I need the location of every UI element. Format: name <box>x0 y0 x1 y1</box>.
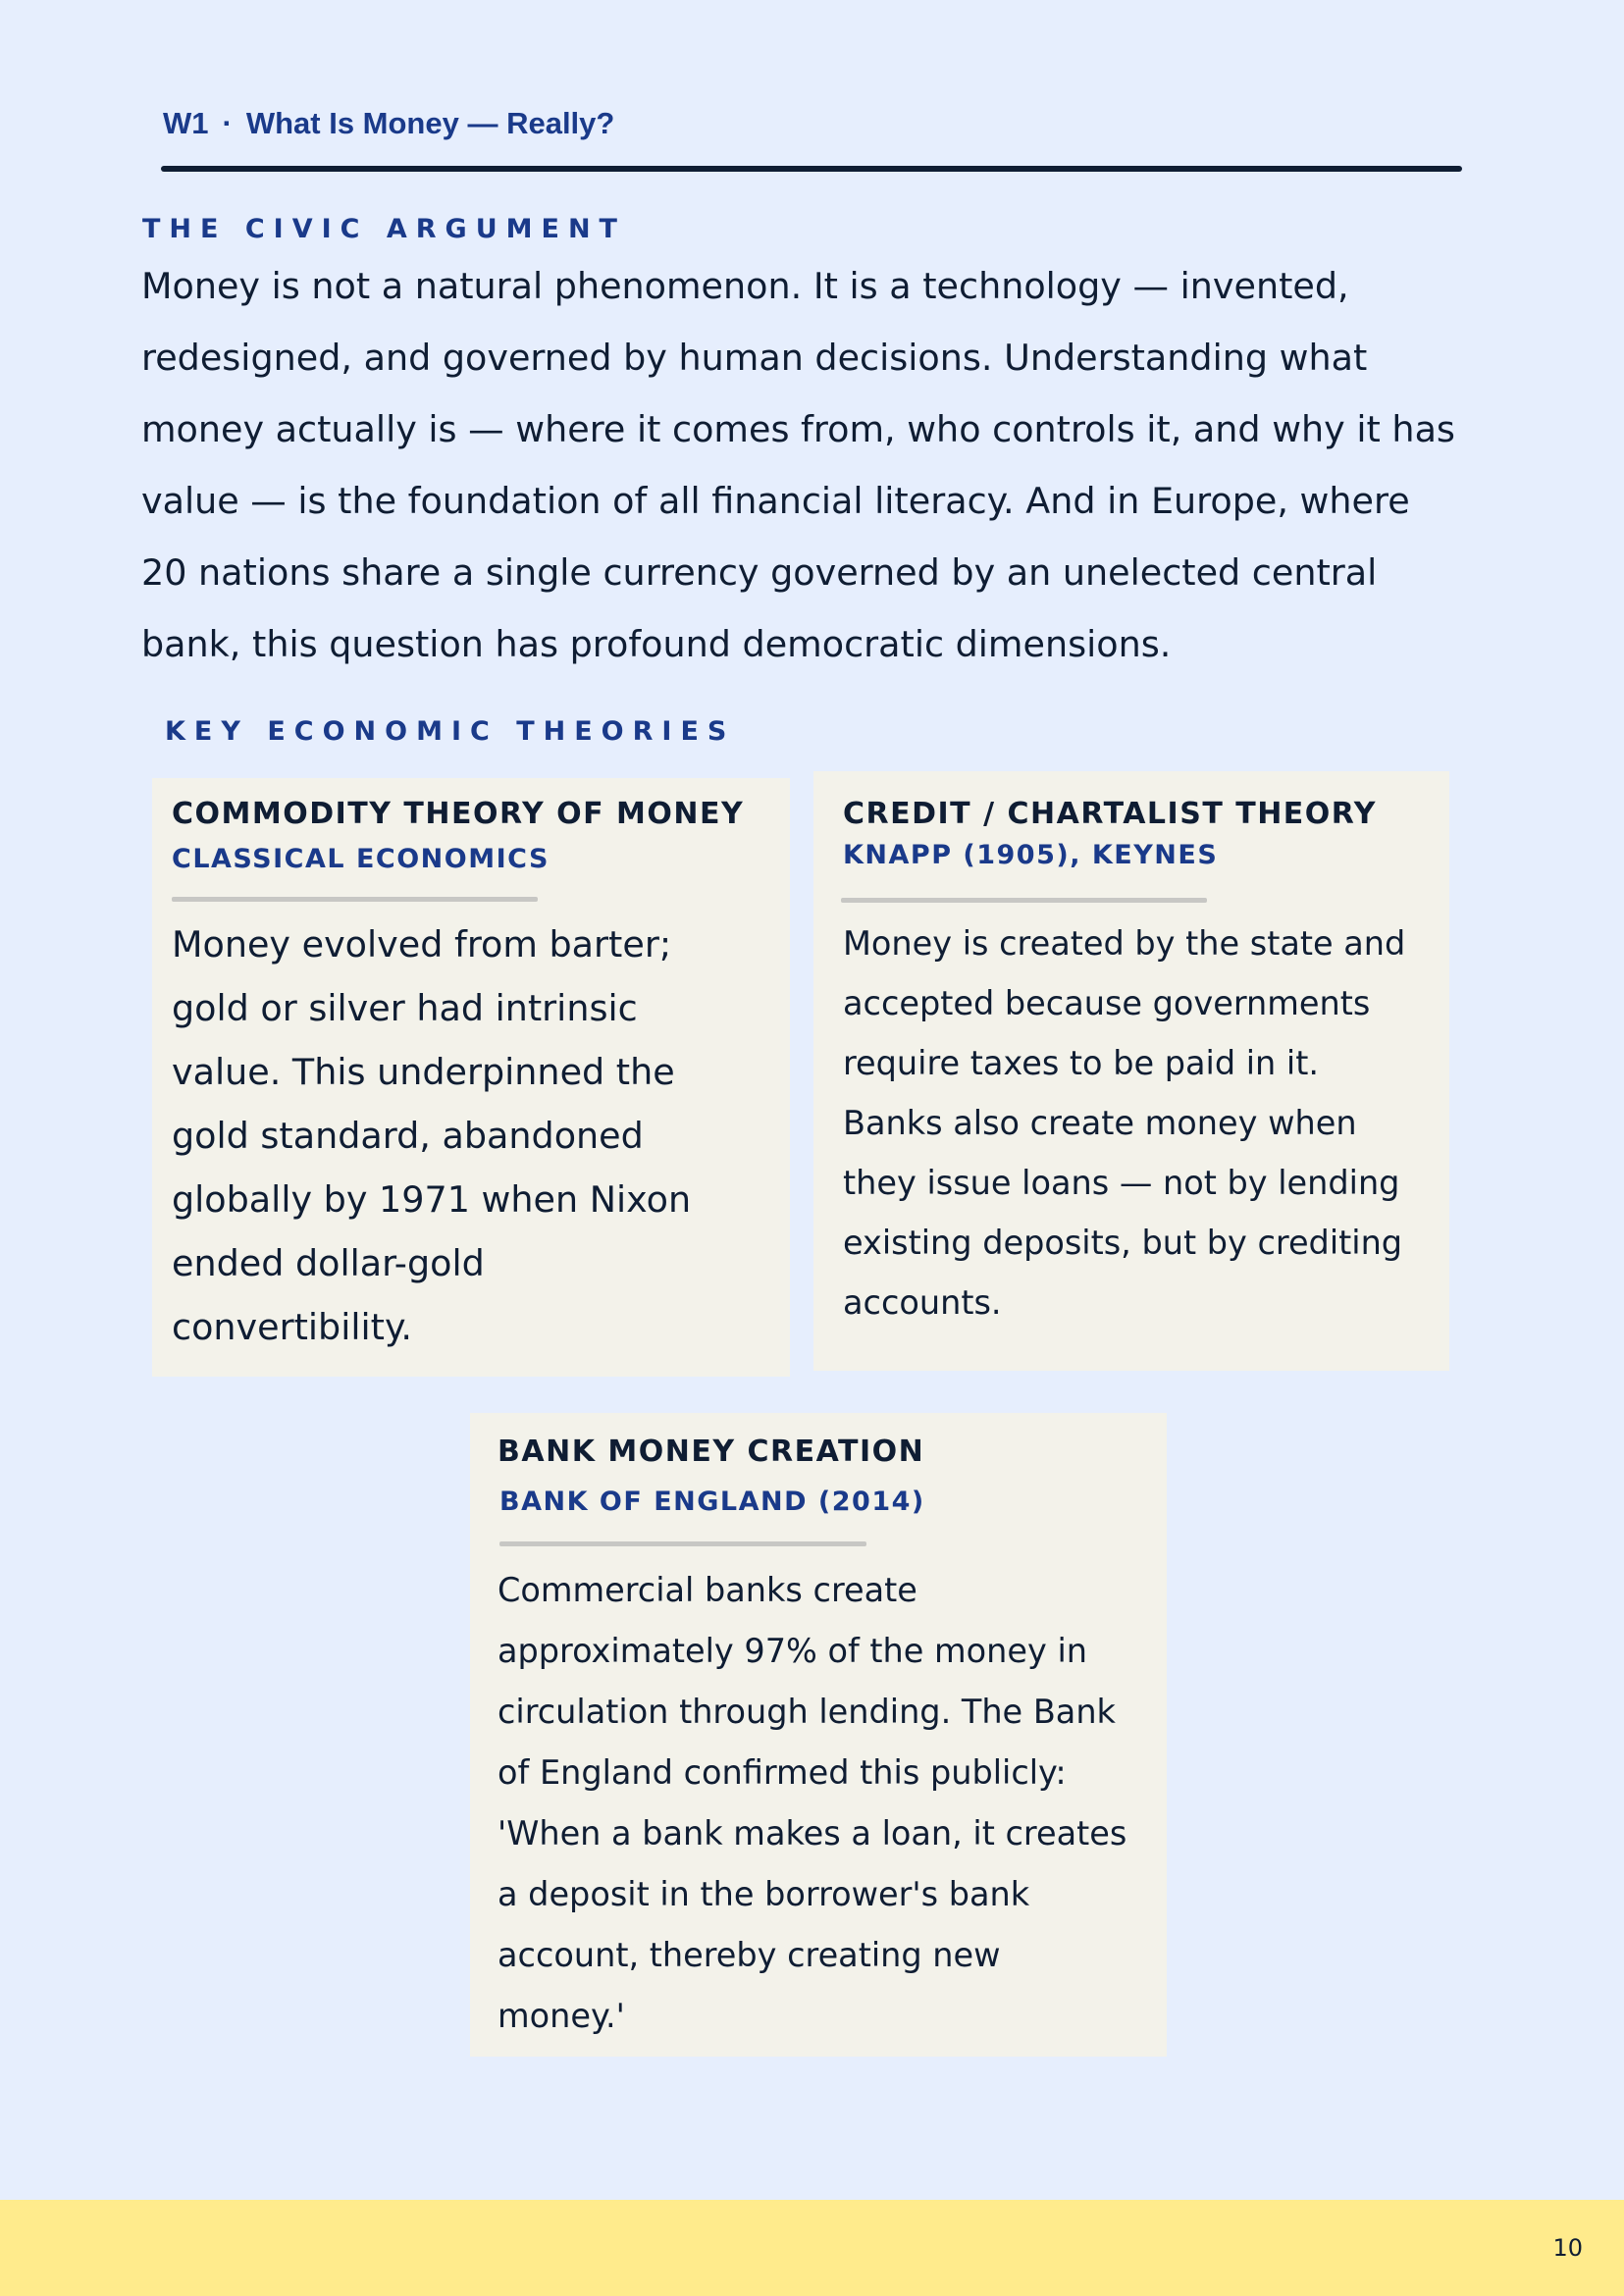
page-footer <box>0 2200 1624 2296</box>
card-subtitle: BANK OF ENGLAND (2014) <box>499 1487 925 1517</box>
card-divider <box>841 898 1207 903</box>
key-theories-heading: KEY ECONOMIC THEORIES <box>165 716 736 747</box>
page-number: 10 <box>1552 2234 1583 2262</box>
card-body: Money is created by the state and accepted because governments require taxes to be paid in it. Banks also create money when they issue loans — not by lending existing deposits, but by crediting accounts. <box>843 924 1406 1322</box>
theory-card-commodity <box>152 778 790 1377</box>
card-divider <box>499 1541 866 1546</box>
card-title: BANK MONEY CREATION <box>498 1435 925 1469</box>
civic-argument-heading: THE CIVIC ARGUMENT <box>142 214 626 244</box>
card-title: COMMODITY THEORY OF MONEY <box>172 797 745 831</box>
card-body: Commercial banks create approximately 97% of the money in circulation through lending. The Bank of England confirmed this publicly: 'When a bank makes a loan, it creates a deposit in the borrower's bank account, thereby creating new money.' <box>498 1571 1127 2035</box>
header-separator: · <box>222 106 233 140</box>
section-code: W1 <box>163 106 209 140</box>
card-subtitle: CLASSICAL ECONOMICS <box>172 844 550 874</box>
card-subtitle: KNAPP (1905), KEYNES <box>843 840 1219 870</box>
chapter-title: What Is Money — Really? <box>245 106 615 140</box>
card-body: Money evolved from barter; gold or silver had intrinsic value. This underpinned the gold standard, abandoned globally by 1971 when Nixon ended dollar-gold convertibility. <box>172 923 692 1348</box>
card-divider <box>172 897 538 902</box>
running-header <box>163 106 614 141</box>
card-title: CREDIT / CHARTALIST THEORY <box>843 797 1377 831</box>
civic-argument-text: Money is not a natural phenomenon. It is a technology — invented, redesigned, and governed by human decisions. Understanding what money actually is — where it comes from, who controls it, and why it has value — is the foundation of all financial literacy. And in Europe, where 20 nations share a single currency governed by an unelected central bank, this question has profound democratic dimensions. <box>141 265 1455 665</box>
header-rule <box>161 166 1462 172</box>
theory-card-bank-money <box>470 1413 1167 2057</box>
theory-card-chartalist <box>813 771 1449 1371</box>
